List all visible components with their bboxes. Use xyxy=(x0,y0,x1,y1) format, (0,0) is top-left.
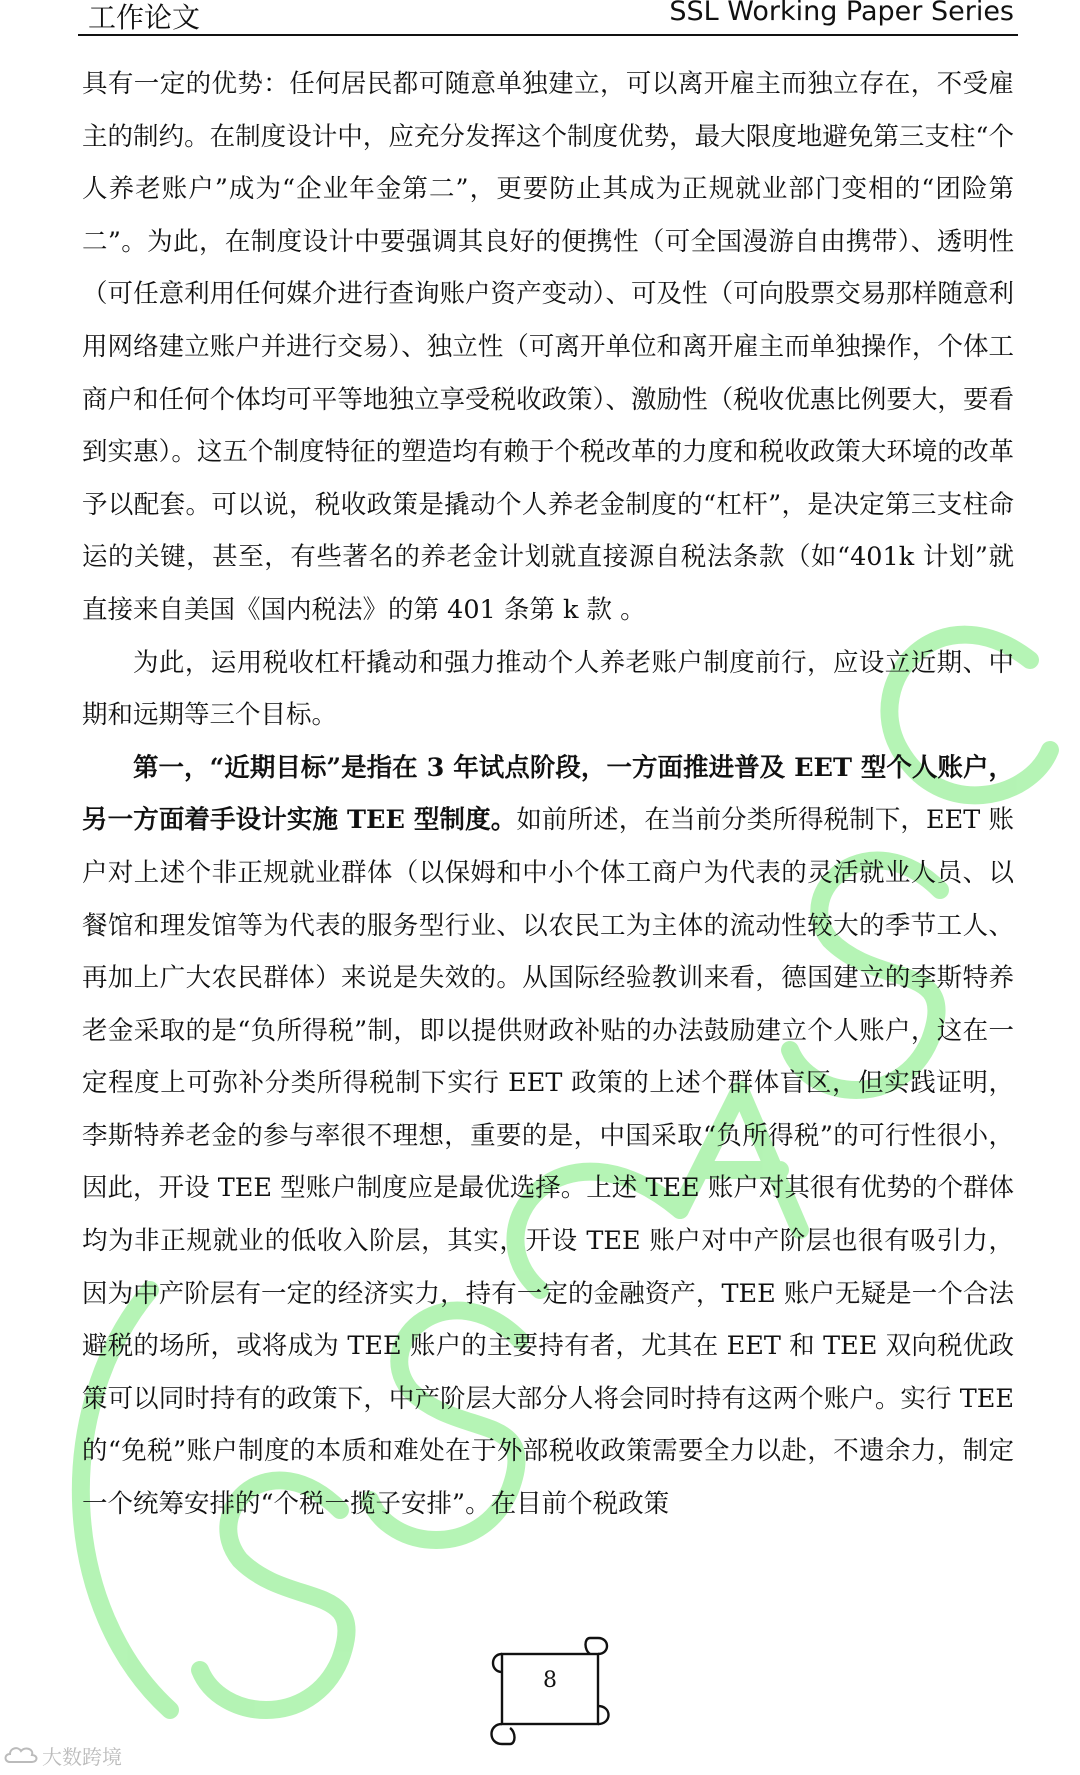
paragraph-3-text: 如前所述，在当前分类所得税制下，EET 账户对上述个非正规就业群体（以保姆和中小个体工商户为代表的灵活就业人员、以餐馆和理发馆等为代表的服务型行业、以农民工为主体的流动性较大的季节工人、再加上广大农民群体）来说是失效的。从国际经验教训来看，德国建立的李斯特养老金采取的是“负所得税”制，即以提供财政补贴的办法鼓励建立个人账户，这在一定程度上可弥补分类所得税制下实行 EET 政策的上述个群体盲区，但实践证明，李斯特养老金的参与率很不理想，重要的是，中国采取“负所得税”的可行性很小，因此，开设 TEE 型账户制度应是最优选择。上述 TEE 账户对其很有优势的个群体均为非正规就业的低收入阶层，其实，开设 TEE 账户对中产阶层也很有吸引力，因为中产阶层有一定的经济实力，持有一定的金融资产，TEE 账户无疑是一个合法避税的场所，或将成为 TEE 账户的主要持有者，尤其在 EET 和 TEE 双向税优政策可以同时持有的政策下，中产阶层大部分人将会同时持有这两个账户。实行 TEE 的“免税”账户制度的本质和难处在于外部税收政策需要全力以赴，不遗余力，制定一个统筹安排的“个税一揽子安排”。在目前个税政策 xyxy=(82,805,1014,1520)
cloud-logo-icon xyxy=(4,1744,38,1766)
page-number: 8 xyxy=(543,1668,557,1693)
corner-logo-text: 大数跨境 xyxy=(42,1744,122,1769)
header-series-title: SSL Working Paper Series xyxy=(669,0,1014,27)
article-body xyxy=(82,58,1014,1531)
paragraph-1 xyxy=(82,58,1014,637)
paragraph-3 xyxy=(82,742,1014,1531)
paragraph-3-bold: 第一，“近期目标”是指在 3 年试点阶段，一方面推进普及 EET 型个人账户，另一方面着手设计实施 TEE 型制度。 xyxy=(82,752,1014,836)
header-left-title: 工作论文 xyxy=(88,1,201,34)
paragraph-2-text: 为此，运用税收杠杆撬动和强力推动个人养老账户制度前行，应设立近期、中期和远期等三个目标。 xyxy=(82,647,1014,731)
corner-logo xyxy=(4,1740,122,1770)
paragraph-1-text: 具有一定的优势：任何居民都可随意单独建立，可以离开雇主而独立存在，不受雇主的制约。在制度设计中，应充分发挥这个制度优势，最大限度地避免第三支柱“个人养老账户”成为“企业年金第二”，更要防止其成为正规就业部门变相的“团险第二”。为此，在制度设计中要强调其良好的便携性（可全国漫游自由携带）、透明性（可任意利用任何媒介进行查询账户资产变动）、可及性（可向股票交易那样随意利用网络建立账户并进行交易）、独立性（可离开单位和离开雇主而单独操作，个体工商户和任何个体均可平等地独立享受税收政策）、激励性（税收优惠比例要大，要看到实惠）。这五个制度特征的塑造均有赖于个税改革的力度和税收政策大环境的改革予以配套。可以说，税收政策是撬动个人养老金制度的“杠杆”，是决定第三支柱命运的关键，甚至，有些著名的养老金计划就直接源自税法条款（如“401k 计划”就直接来自美国《国内税法》的第 401 条第 k 款 。 xyxy=(82,69,1014,625)
paragraph-2 xyxy=(82,637,1014,742)
header-rule xyxy=(78,34,1018,36)
page-header xyxy=(0,0,1080,40)
